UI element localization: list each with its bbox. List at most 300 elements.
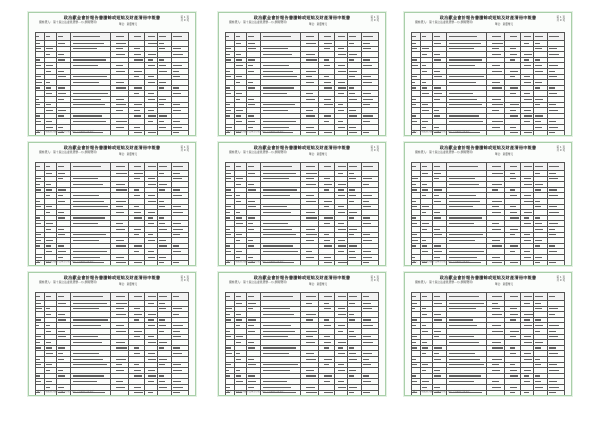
table-cell — [226, 33, 235, 41]
illegible-text-mark — [510, 217, 519, 218]
illegible-text-mark — [434, 127, 439, 128]
illegible-text-mark — [159, 65, 166, 66]
illegible-text-mark — [412, 166, 415, 167]
illegible-text-mark — [73, 217, 104, 218]
illegible-text-mark — [159, 127, 166, 128]
illegible-text-mark — [524, 82, 531, 83]
table-cell — [110, 163, 128, 171]
ledger-table — [35, 32, 189, 136]
sheet-page-meta: 第 1 頁 共 9 頁 — [180, 146, 189, 152]
illegible-text-mark — [58, 127, 63, 128]
illegible-text-mark — [73, 201, 103, 202]
illegible-text-mark — [449, 217, 481, 218]
illegible-text-mark — [349, 336, 355, 337]
illegible-text-mark — [226, 251, 230, 252]
illegible-text-mark — [226, 54, 229, 55]
illegible-text-mark — [226, 115, 229, 116]
illegible-text-mark — [492, 104, 503, 105]
illegible-text-mark — [363, 65, 372, 66]
illegible-text-mark — [412, 325, 415, 326]
illegible-text-mark — [363, 325, 373, 326]
illegible-text-mark — [248, 381, 256, 382]
table-cell — [235, 163, 247, 171]
illegible-text-mark — [422, 251, 429, 252]
illegible-text-mark — [306, 257, 314, 258]
illegible-text-mark — [226, 364, 230, 365]
illegible-text-mark — [449, 48, 473, 49]
illegible-text-mark — [236, 43, 242, 44]
illegible-text-mark — [73, 336, 97, 337]
illegible-text-mark — [73, 353, 98, 354]
illegible-text-mark — [306, 59, 317, 60]
illegible-text-mark — [58, 336, 66, 337]
illegible-text-mark — [226, 353, 231, 354]
illegible-text-mark — [492, 110, 499, 111]
illegible-text-mark — [236, 234, 242, 235]
illegible-text-mark — [58, 331, 65, 332]
illegible-text-mark — [422, 223, 429, 224]
illegible-text-mark — [116, 303, 127, 304]
illegible-text-mark — [46, 342, 51, 343]
illegible-text-mark — [116, 71, 125, 72]
illegible-text-mark — [434, 54, 440, 55]
illegible-text-mark — [134, 115, 142, 116]
illegible-text-mark — [363, 76, 370, 77]
illegible-text-mark — [73, 325, 100, 326]
illegible-text-mark — [434, 43, 441, 44]
illegible-text-mark — [134, 370, 141, 371]
illegible-text-mark — [349, 303, 355, 304]
illegible-text-mark — [58, 314, 64, 315]
table-cell — [534, 293, 548, 301]
illegible-text-mark — [434, 71, 440, 72]
ledger-table — [225, 162, 379, 266]
illegible-text-mark — [116, 359, 125, 360]
illegible-text-mark — [306, 342, 315, 343]
illegible-text-mark — [159, 381, 165, 382]
ledger-table — [225, 292, 379, 396]
illegible-text-mark — [159, 217, 164, 218]
ledger-table — [225, 32, 379, 136]
illegible-text-mark — [324, 121, 329, 122]
illegible-text-mark — [524, 59, 529, 60]
illegible-text-mark — [173, 104, 180, 105]
illegible-text-mark — [535, 36, 542, 37]
illegible-text-mark — [524, 212, 531, 213]
illegible-text-mark — [159, 347, 164, 348]
illegible-text-mark — [306, 166, 315, 167]
illegible-text-mark — [524, 342, 532, 343]
table-header-row — [226, 33, 379, 41]
illegible-text-mark — [226, 104, 230, 105]
illegible-text-mark — [306, 387, 315, 388]
illegible-text-mark — [58, 319, 66, 320]
illegible-text-mark — [236, 381, 243, 382]
illegible-text-mark — [412, 206, 417, 207]
illegible-text-mark — [412, 234, 416, 235]
ledger-table — [411, 162, 565, 266]
table-header-row — [36, 33, 189, 41]
illegible-text-mark — [159, 59, 164, 60]
illegible-text-mark — [422, 206, 429, 207]
illegible-text-mark — [306, 99, 315, 100]
illegible-text-mark — [159, 36, 166, 37]
illegible-text-mark — [422, 364, 429, 365]
illegible-text-mark — [549, 381, 557, 382]
illegible-text-mark — [412, 104, 416, 105]
illegible-text-mark — [159, 173, 164, 174]
illegible-text-mark — [159, 319, 165, 320]
illegible-text-mark — [263, 121, 296, 122]
sheet-page-meta: 第 1 頁 共 9 頁 — [370, 16, 379, 22]
table-cell — [110, 293, 128, 301]
illegible-text-mark — [226, 195, 231, 196]
illegible-text-mark — [36, 375, 40, 376]
illegible-text-mark — [58, 347, 65, 348]
illegible-text-mark — [549, 223, 558, 224]
illegible-text-mark — [226, 370, 229, 371]
illegible-text-mark — [263, 173, 296, 174]
sheet-footnote: 備註：本表依政治獻金法規定填報，如有不實願負法律責任。 — [227, 260, 287, 263]
illegible-text-mark — [116, 104, 126, 105]
table-cell — [172, 33, 189, 41]
illegible-text-mark — [46, 71, 51, 72]
illegible-text-mark — [363, 195, 372, 196]
illegible-text-mark — [36, 319, 40, 320]
illegible-text-mark — [412, 319, 417, 320]
illegible-text-mark — [412, 381, 417, 382]
illegible-text-mark — [159, 48, 165, 49]
illegible-text-mark — [412, 43, 416, 44]
illegible-text-mark — [173, 54, 183, 55]
illegible-text-mark — [148, 251, 153, 252]
table-cell — [362, 163, 379, 171]
illegible-text-mark — [492, 166, 501, 167]
sheet-header — [405, 16, 571, 27]
illegible-text-mark — [422, 353, 426, 354]
table-cell — [71, 293, 111, 301]
illegible-text-mark — [524, 314, 532, 315]
illegible-text-mark — [349, 110, 355, 111]
illegible-text-mark — [434, 36, 439, 37]
illegible-text-mark — [116, 82, 124, 83]
sheet-unit-label: 單位：新臺幣元 — [118, 23, 138, 26]
illegible-text-mark — [422, 347, 428, 348]
illegible-text-mark — [73, 381, 96, 382]
illegible-text-mark — [248, 115, 254, 116]
illegible-text-mark — [134, 217, 143, 218]
illegible-text-mark — [363, 99, 373, 100]
illegible-text-mark — [510, 115, 518, 116]
illegible-text-mark — [134, 331, 143, 332]
illegible-text-mark — [449, 184, 479, 185]
illegible-text-mark — [46, 110, 53, 111]
illegible-text-mark — [524, 201, 532, 202]
illegible-text-mark — [363, 336, 371, 337]
illegible-text-mark — [535, 189, 541, 190]
sheet-subtitle: 擬參選人：第十屆立法委員選舉…(公開閱覽用) — [229, 280, 288, 285]
table-cell — [57, 33, 71, 41]
illegible-text-mark — [46, 223, 53, 224]
table-cell — [548, 33, 565, 41]
illegible-text-mark — [363, 296, 369, 297]
illegible-text-mark — [492, 308, 500, 309]
illegible-text-mark — [492, 43, 502, 44]
illegible-text-mark — [159, 71, 167, 72]
illegible-text-mark — [306, 82, 314, 83]
illegible-text-mark — [148, 184, 156, 185]
sheet-title: 政治獻金會計報告書賸餘或短絀及財產清冊申報書 — [63, 145, 161, 150]
illegible-text-mark — [524, 257, 531, 258]
illegible-text-mark — [58, 115, 64, 116]
illegible-text-mark — [324, 201, 333, 202]
illegible-text-mark — [363, 359, 369, 360]
illegible-text-mark — [248, 127, 253, 128]
illegible-text-mark — [36, 342, 39, 343]
illegible-text-mark — [263, 104, 295, 105]
illegible-text-mark — [73, 36, 100, 37]
sheet-unit-label: 單位：新臺幣元 — [494, 23, 514, 26]
illegible-text-mark — [236, 115, 241, 116]
illegible-text-mark — [524, 184, 532, 185]
illegible-text-mark — [422, 195, 426, 196]
illegible-text-mark — [338, 104, 343, 105]
illegible-text-mark — [510, 189, 516, 190]
illegible-text-mark — [134, 251, 139, 252]
report-sheet — [404, 12, 572, 136]
illegible-text-mark — [73, 319, 108, 320]
table-cell — [247, 293, 261, 301]
illegible-text-mark — [349, 251, 355, 252]
illegible-text-mark — [226, 296, 229, 297]
illegible-text-mark — [324, 364, 330, 365]
illegible-text-mark — [324, 99, 331, 100]
ledger-table — [411, 292, 565, 396]
illegible-text-mark — [363, 104, 370, 105]
illegible-text-mark — [159, 166, 167, 167]
table-cell — [412, 33, 421, 41]
illegible-text-mark — [363, 381, 371, 382]
illegible-text-mark — [226, 76, 230, 77]
illegible-text-mark — [306, 212, 315, 213]
illegible-text-mark — [535, 359, 539, 360]
illegible-text-mark — [263, 245, 293, 246]
illegible-text-mark — [549, 195, 558, 196]
illegible-text-mark — [349, 375, 354, 376]
table-header-row — [412, 33, 565, 41]
illegible-text-mark — [338, 308, 345, 309]
illegible-text-mark — [159, 375, 164, 376]
illegible-text-mark — [263, 331, 295, 332]
illegible-text-mark — [535, 104, 540, 105]
illegible-text-mark — [148, 93, 153, 94]
report-sheet — [218, 142, 386, 266]
illegible-text-mark — [116, 184, 125, 185]
illegible-text-mark — [46, 314, 51, 315]
illegible-text-mark — [58, 217, 65, 218]
illegible-text-mark — [116, 364, 122, 365]
illegible-text-mark — [306, 71, 315, 72]
illegible-text-mark — [510, 71, 518, 72]
sheet-subtitle: 擬參選人：第十屆立法委員選舉…(公開閱覽用) — [39, 20, 98, 25]
table-cell — [45, 163, 57, 171]
illegible-text-mark — [324, 87, 333, 88]
illegible-text-mark — [134, 76, 139, 77]
illegible-text-mark — [363, 206, 371, 207]
illegible-text-mark — [422, 36, 426, 37]
illegible-text-mark — [306, 375, 316, 376]
illegible-text-mark — [412, 375, 416, 376]
illegible-text-mark — [173, 364, 180, 365]
illegible-text-mark — [263, 36, 290, 37]
illegible-text-mark — [116, 245, 125, 246]
table-cell — [486, 33, 504, 41]
illegible-text-mark — [263, 364, 297, 365]
illegible-text-mark — [412, 178, 417, 179]
illegible-text-mark — [492, 342, 501, 343]
sheet-page-meta: 第 1 頁 共 9 頁 — [370, 146, 379, 152]
sheet-unit-label: 單位：新臺幣元 — [308, 23, 328, 26]
illegible-text-mark — [236, 195, 240, 196]
illegible-text-mark — [248, 331, 255, 332]
illegible-text-mark — [422, 387, 427, 388]
illegible-text-mark — [159, 245, 167, 246]
illegible-text-mark — [306, 127, 314, 128]
illegible-text-mark — [58, 195, 63, 196]
sheet-unit-label: 單位：新臺幣元 — [308, 153, 328, 156]
illegible-text-mark — [46, 229, 51, 230]
illegible-text-mark — [248, 104, 255, 105]
illegible-text-mark — [226, 308, 231, 309]
illegible-text-mark — [248, 245, 254, 246]
illegible-text-mark — [36, 189, 40, 190]
sheet-footnote: 備註：本表依政治獻金法規定填報，如有不實願負法律責任。 — [413, 260, 473, 263]
illegible-text-mark — [510, 206, 516, 207]
illegible-text-mark — [363, 178, 372, 179]
illegible-text-mark — [324, 59, 329, 60]
illegible-text-mark — [422, 245, 427, 246]
illegible-text-mark — [248, 217, 255, 218]
illegible-text-mark — [236, 65, 243, 66]
table-cell — [36, 33, 45, 41]
illegible-text-mark — [306, 234, 317, 235]
illegible-text-mark — [306, 314, 316, 315]
illegible-text-mark — [324, 223, 330, 224]
illegible-text-mark — [492, 189, 498, 190]
illegible-text-mark — [324, 217, 333, 218]
illegible-text-mark — [349, 189, 355, 190]
sheet-subtitle: 擬參選人：第十屆立法委員選舉…(公開閱覽用) — [39, 280, 98, 285]
illegible-text-mark — [549, 54, 559, 55]
illegible-text-mark — [422, 127, 426, 128]
illegible-text-mark — [248, 375, 255, 376]
illegible-text-mark — [306, 178, 313, 179]
illegible-text-mark — [173, 178, 182, 179]
illegible-text-mark — [263, 110, 287, 111]
illegible-text-mark — [324, 308, 331, 309]
illegible-text-mark — [363, 115, 373, 116]
illegible-text-mark — [422, 65, 426, 66]
illegible-text-mark — [73, 121, 106, 122]
illegible-text-mark — [58, 166, 64, 167]
illegible-text-mark — [263, 71, 292, 72]
illegible-text-mark — [46, 87, 51, 88]
illegible-text-mark — [148, 359, 156, 360]
illegible-text-mark — [524, 240, 531, 241]
illegible-text-mark — [159, 115, 167, 116]
illegible-text-mark — [449, 201, 480, 202]
illegible-text-mark — [349, 93, 355, 94]
illegible-text-mark — [148, 234, 153, 235]
illegible-text-mark — [46, 240, 53, 241]
illegible-text-mark — [338, 189, 343, 190]
illegible-text-mark — [422, 173, 428, 174]
illegible-text-mark — [422, 166, 427, 167]
illegible-text-mark — [549, 331, 556, 332]
illegible-text-mark — [116, 342, 125, 343]
illegible-text-mark — [412, 82, 415, 83]
illegible-text-mark — [36, 104, 40, 105]
illegible-text-mark — [46, 331, 52, 332]
illegible-text-mark — [510, 195, 517, 196]
illegible-text-mark — [363, 308, 372, 309]
illegible-text-mark — [236, 121, 242, 122]
table-cell — [319, 33, 334, 41]
illegible-text-mark — [422, 48, 429, 49]
illegible-text-mark — [73, 342, 101, 343]
illegible-text-mark — [46, 347, 52, 348]
illegible-text-mark — [535, 303, 541, 304]
illegible-text-mark — [349, 314, 354, 315]
ledger-table — [35, 162, 189, 266]
illegible-text-mark — [412, 87, 416, 88]
illegible-text-mark — [449, 375, 480, 376]
illegible-text-mark — [173, 206, 181, 207]
illegible-text-mark — [148, 342, 155, 343]
illegible-text-mark — [549, 387, 559, 388]
illegible-text-mark — [36, 82, 41, 83]
illegible-text-mark — [449, 303, 483, 304]
illegible-text-mark — [549, 104, 556, 105]
illegible-text-mark — [510, 212, 518, 213]
illegible-text-mark — [159, 342, 167, 343]
sheet-title: 政治獻金會計報告書賸餘或短絀及財產清冊申報書 — [253, 15, 351, 20]
illegible-text-mark — [46, 296, 51, 297]
illegible-text-mark — [73, 178, 98, 179]
illegible-text-mark — [449, 251, 484, 252]
illegible-text-mark — [492, 173, 503, 174]
illegible-text-mark — [173, 347, 180, 348]
illegible-text-mark — [46, 353, 53, 354]
illegible-text-mark — [349, 54, 357, 55]
illegible-text-mark — [449, 93, 473, 94]
illegible-text-mark — [58, 201, 64, 202]
illegible-text-mark — [248, 59, 255, 60]
table-cell — [129, 33, 144, 41]
illegible-text-mark — [236, 359, 241, 360]
illegible-text-mark — [58, 189, 65, 190]
sheet-unit-label: 單位：新臺幣元 — [118, 283, 138, 286]
illegible-text-mark — [159, 303, 164, 304]
illegible-text-mark — [248, 99, 253, 100]
illegible-text-mark — [324, 76, 329, 77]
illegible-text-mark — [134, 296, 142, 297]
illegible-text-mark — [148, 375, 156, 376]
illegible-text-mark — [248, 201, 255, 202]
illegible-text-mark — [306, 229, 315, 230]
illegible-text-mark — [324, 336, 330, 337]
illegible-text-mark — [148, 223, 154, 224]
